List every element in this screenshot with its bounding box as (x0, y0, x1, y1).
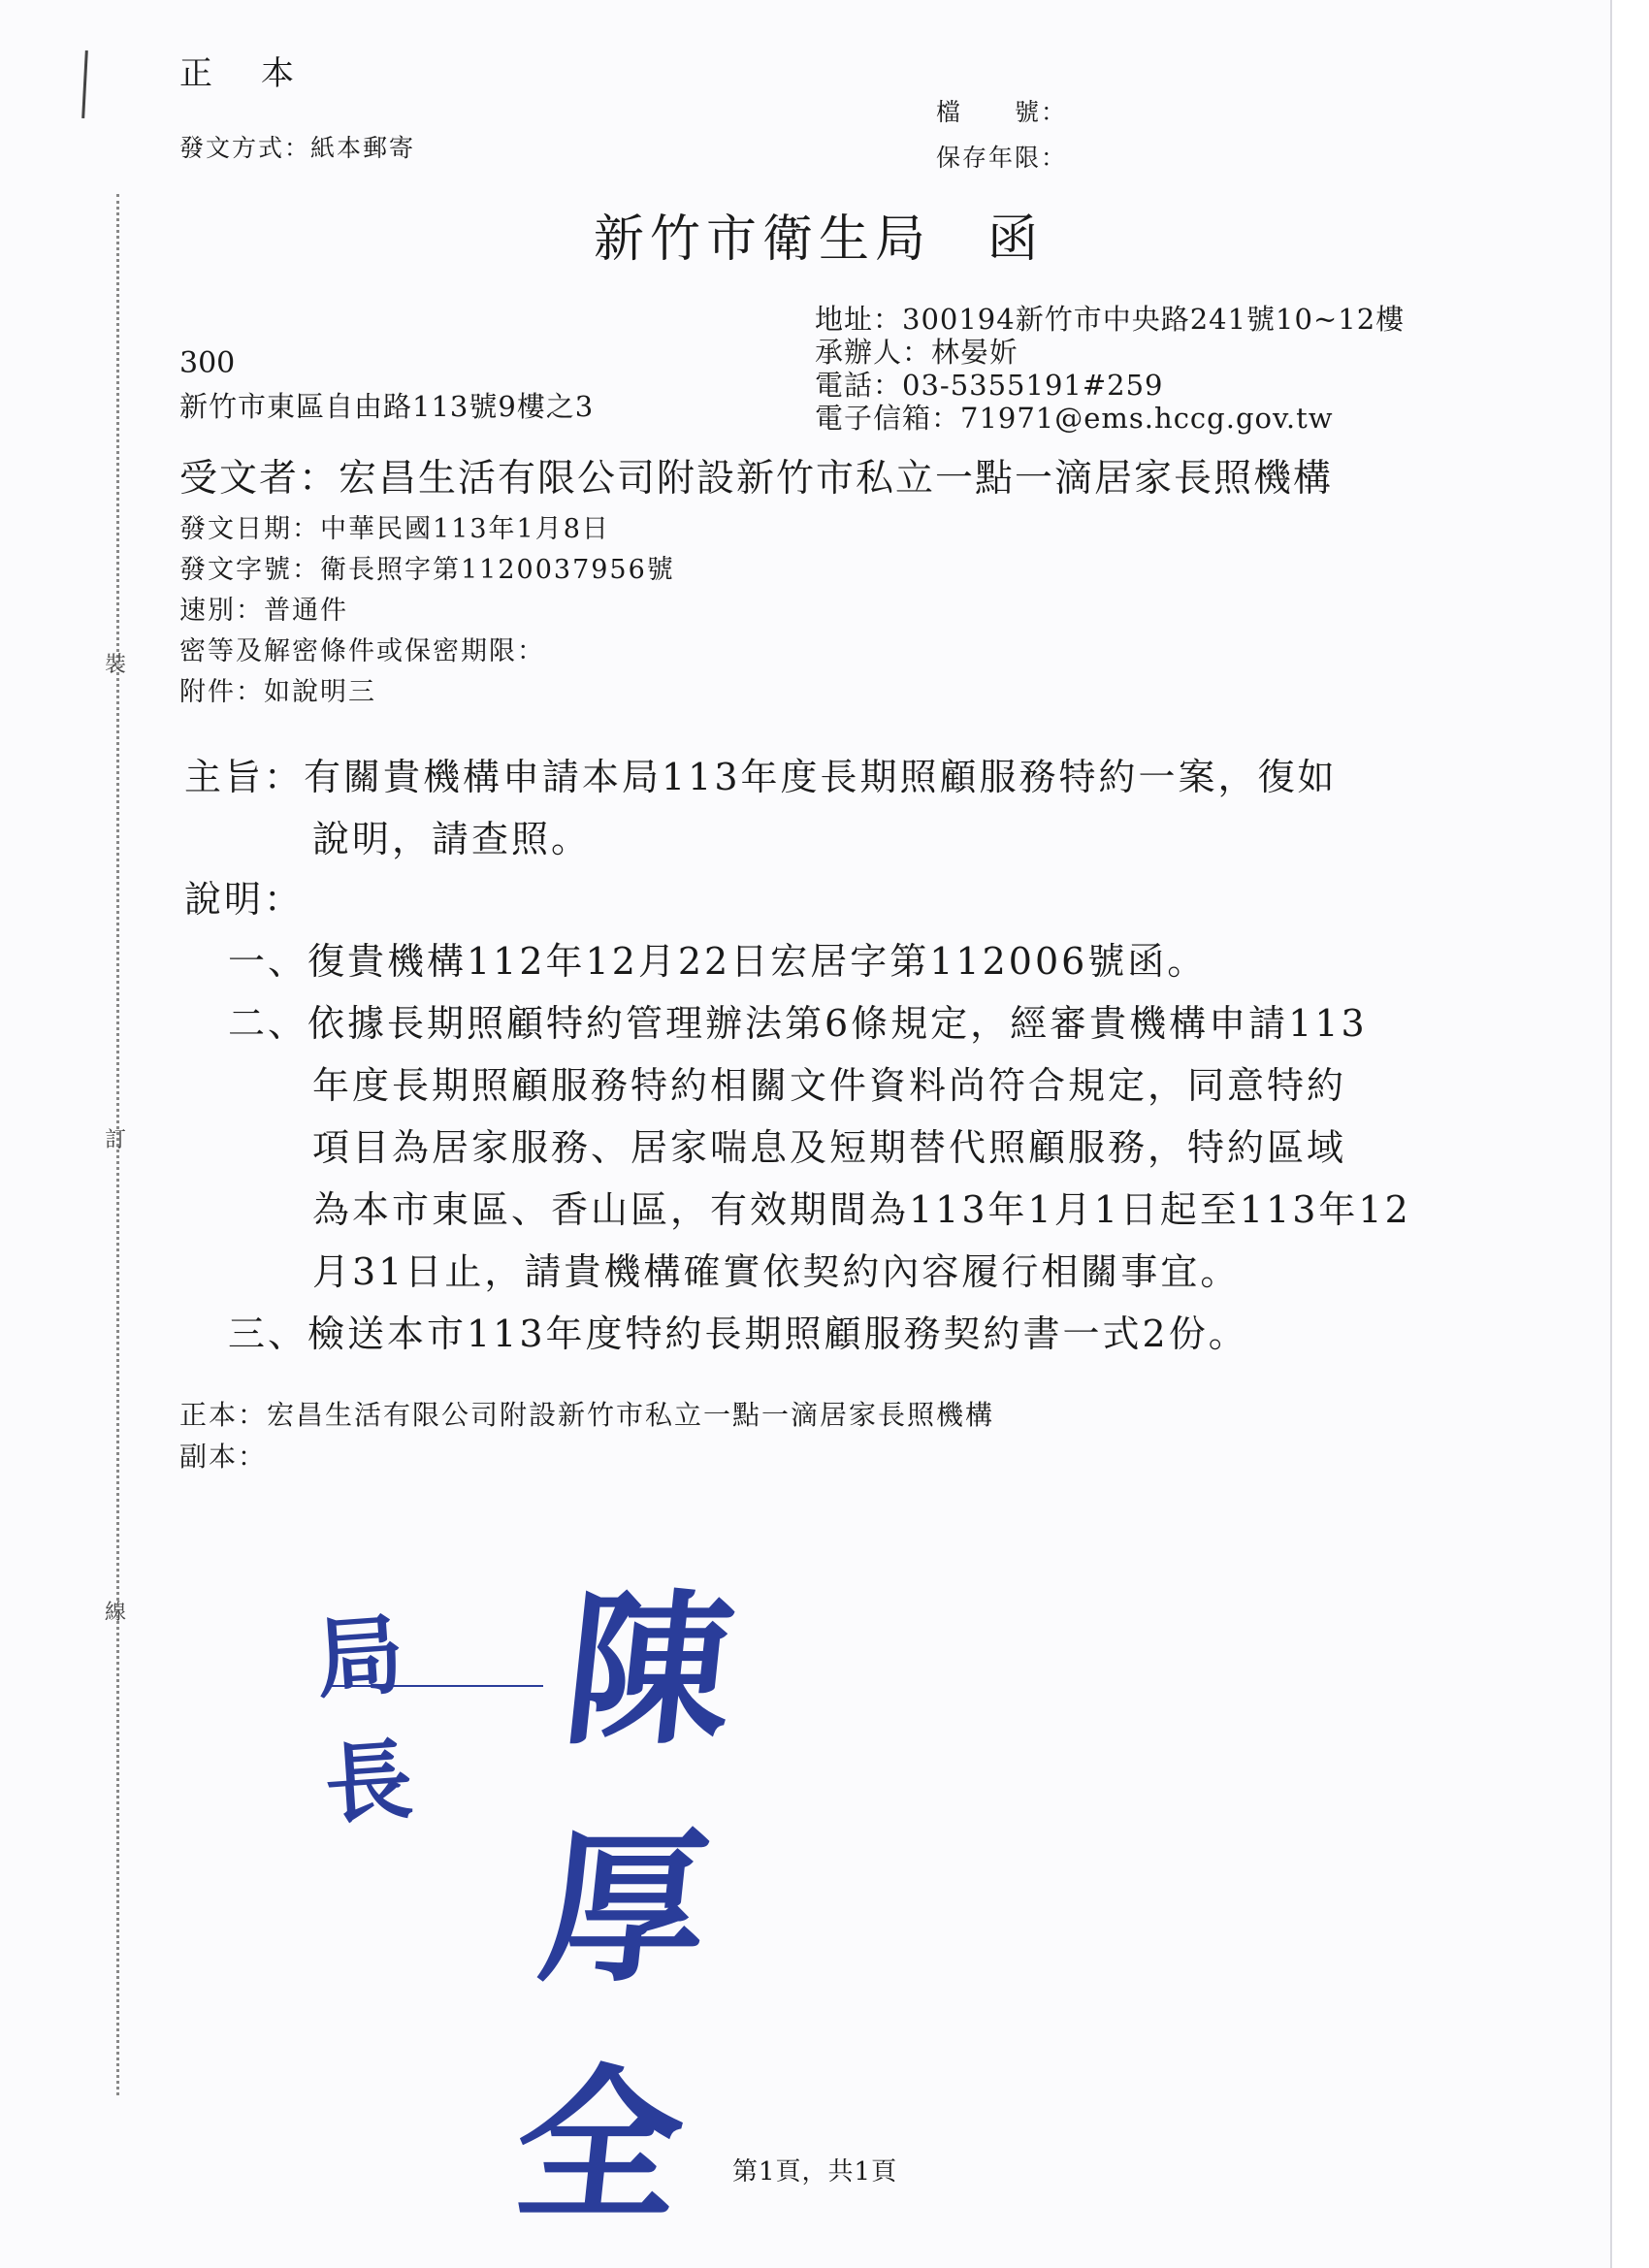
recipient-address: 新竹市東區自由路113號9樓之3 (179, 390, 595, 423)
attachment: 附件：如說明三 (179, 677, 376, 707)
item-3: 三、檢送本市113年度特約長期照顧服務契約書一式2份。 (228, 1312, 1248, 1355)
dispatch-date: 發文日期：中華民國113年1月8日 (179, 514, 610, 544)
copy-mark: 正 本 (179, 54, 302, 93)
item-2-line-5: 月31日止，請貴機構確實依契約內容履行相關事宜。 (312, 1250, 1241, 1293)
copy-recipient: 副本： (179, 1441, 268, 1473)
signature-title: 局長 (312, 1604, 416, 1837)
dispatch-method: 發文方式：紙本郵寄 (179, 134, 416, 162)
document-number: 發文字號：衛長照字第1120037956號 (179, 555, 675, 585)
sender-email: 電子信箱：71971@ems.hccg.gov.tw (815, 402, 1334, 435)
item-1: 一、復貴機構112年12月22日宏居字第112006號函。 (228, 940, 1208, 983)
item-2-line-1: 二、依據長期照顧特約管理辦法第6條規定，經審貴機構申請113 (228, 1002, 1368, 1045)
secrecy-level: 密等及解密條件或保密期限： (179, 636, 545, 666)
subject-line-1: 主旨：有關貴機構申請本局113年度長期照顧服務特約一案，復如 (184, 756, 1338, 798)
page-number: 第1頁，共1頁 (732, 2157, 898, 2187)
sender-info (815, 303, 1405, 435)
binding-mark-zhuang: 裝 (105, 653, 127, 677)
sender-phone: 電話：03-5355191#259 (815, 369, 1164, 402)
item-2-line-2: 年度長期照顧服務特約相關文件資料尚符合規定，同意特約 (312, 1064, 1347, 1107)
recipient: 受文者：宏昌生活有限公司附設新竹市私立一點一滴居家長照機構 (179, 457, 1334, 501)
original-recipient: 正本：宏昌生活有限公司附設新竹市私立一點一滴居家長照機構 (179, 1399, 995, 1431)
document-title: 新竹市衛生局 函 (594, 211, 1045, 269)
file-number-label: 檔 號： (936, 98, 1068, 126)
item-2-line-3: 項目為居家服務、居家喘息及短期替代照顧服務，特約區域 (312, 1126, 1347, 1169)
retention-label: 保存年限： (936, 144, 1068, 172)
signature-underline (330, 1685, 543, 1687)
sender-handler: 承辦人：林晏妡 (815, 336, 1019, 369)
scan-mark (81, 50, 88, 118)
delivery-speed: 速別：普通件 (179, 596, 348, 626)
binding-mark-xian: 線 (105, 1601, 127, 1625)
recipient-postcode: 300 (179, 346, 236, 380)
binding-mark-ding: 訂 (105, 1128, 127, 1152)
item-2-line-4: 為本市東區、香山區，有效期間為113年1月1日起至113年12 (312, 1188, 1411, 1231)
signature-name: 陳厚全 (506, 1575, 756, 2243)
sender-address: 地址：300194新竹市中央路241號10~12樓 (815, 303, 1406, 336)
subject-line-2: 說明，請查照。 (312, 818, 592, 860)
document-meta (179, 509, 675, 713)
explanation-label: 說明： (184, 878, 305, 921)
